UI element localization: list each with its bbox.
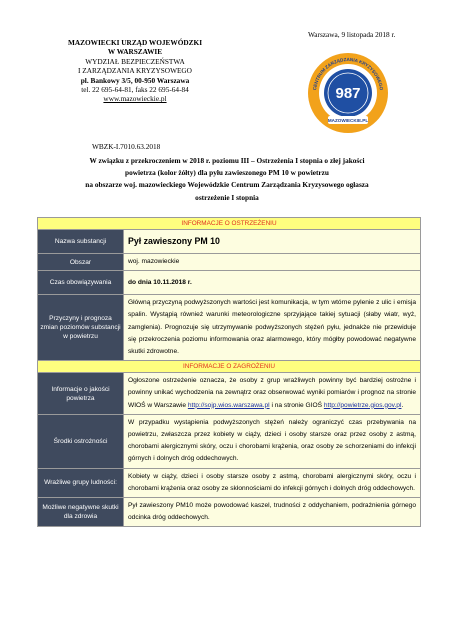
announcement-line3: na obszarze woj. mazowieckiego Wojewódzkie Centrum Zarządzania Kryzysowego ogłasza [85,180,369,190]
logo-bottom-text: MAZOWIECKIE.PL [327,118,369,123]
sensitive-groups-label: Wrażliwe grupy ludności: [38,468,124,497]
department-line1: WYDZIAŁ BEZPIECZEŃSTWA [85,56,185,66]
crisis-center-logo [307,52,389,134]
office-header [40,38,230,104]
health-effects-label: Możliwe negatywne skutki dla zdrowia [38,498,124,527]
sensitive-groups-value: Kobiety w ciąży, dzieci i osoby starsze osoby z astmą, chorobami alergicznymi skóry, oczu i chorobami krążenia oraz osoby ze skłonnościami do infekcji górnych i dolnych dróg oddechowych. [124,468,421,497]
wios-link[interactable]: http://sojp.wios.warszawa.pl [187,401,270,409]
area-label: Obszar [38,254,124,271]
office-name-line2: W WARSZAWIE [107,47,163,57]
announcement-line2: powietrza (kolor żółty) dla pyłu zawieszonego PM 10 w powietrzu [125,168,329,178]
announcement-line4: ostrzeżenie I stopnia [195,192,259,202]
warning-info-table [37,217,421,527]
reference-number: WBZK-I.7010.63.2018 [92,142,161,151]
air-quality-mid-text: i na stronie GIOŚ [271,401,323,409]
validity-label: Czas obowiązywania [38,271,124,295]
logo-number: 987 [335,85,361,102]
gios-link[interactable]: http://powietrze.gios.gov.pl [323,401,402,409]
air-quality-text: Ogłoszone ostrzeżenie oznacza, że osoby z grup wrażliwych powinny być bardziej ostrożne i powinny unikać wychodzenia na zewnątrz oraz obserwować wyniki pomiarów i prognoz na stronie WIOŚ w Warszawie [128,377,416,409]
announcement [40,155,414,204]
substance-label: Nazwa substancji [38,230,124,254]
section-header-hazard-info: INFORMACJE O ZAGROŻENIU [38,361,421,373]
area-value: woj. mazowieckie [124,254,421,271]
logo-ring-text: CENTRUM ZARZĄDZANIA KRYZYSOWEGO [312,56,384,91]
causes-value: Główną przyczyną podwyższonych wartości jest komunikacja, w tym wtórne pylenie z ulic i emisja spalin. Wystąpią również warunki meteorologiczne sprzyjające takiej sytuacji (słaby wiatr, wyż, zamglenia). Prognozuje się utrzymywanie podwyższonych stężeń pyłu, jednakże nie przewiduje się przekroczenia poziomu informowania oraz alarmowego, który mógłby powodować negatywne skutki zdrowotne. [124,295,421,361]
precautions-value: W przypadku wystąpienia podwyższonych stężeń należy ograniczyć czas przebywania na powietrzu, zwłaszcza przez kobiety w ciąży, dzieci i osoby starsze oraz przez osoby z astmą, chorobami alergicznymi skóry, oczu i chorobami krążenia, oraz osoby ze schorzeniami do infekcji górnych i dolnych dróg oddechowych. [124,414,421,468]
office-website-link[interactable]: www.mazowieckie.pl [103,94,167,104]
announcement-line1: W związku z przekroczeniem w 2018 r. poziomu III – Ostrzeżenia I stopnia o złej jakości [89,156,365,165]
causes-label: Przyczyny i prognoza zmian poziomów substancji w powietrzu [38,295,124,361]
office-name-line1: MAZOWIECKI URZĄD WOJEWÓDZKI [67,38,203,47]
section-header-warning-info: INFORMACJE O OSTRZEŻENIU [38,218,421,230]
office-phone: tel. 22 695-64-81, faks 22 695-64-84 [81,85,189,95]
department-line2: I ZARZĄDZANIA KRYZYSOWEGO [78,66,192,76]
health-effects-value: Pył zawieszony PM10 może powodować kaszel, trudności z oddychaniem, podrażnienia górnego odcinka dróg oddechowych. [124,498,421,527]
substance-value: Pył zawieszony PM 10 [124,230,421,254]
precautions-label: Środki ostrożności [38,414,124,468]
validity-value: do dnia 10.11.2018 r. [124,271,421,295]
air-quality-value [124,373,421,415]
air-quality-label: Informacje o jakości powietrza [38,373,124,415]
document-date: Warszawa, 9 listopada 2018 r. [308,30,396,39]
air-quality-end-text: . [401,401,404,409]
office-address: pl. Bankowy 3/5, 00-950 Warszawa [80,75,190,85]
